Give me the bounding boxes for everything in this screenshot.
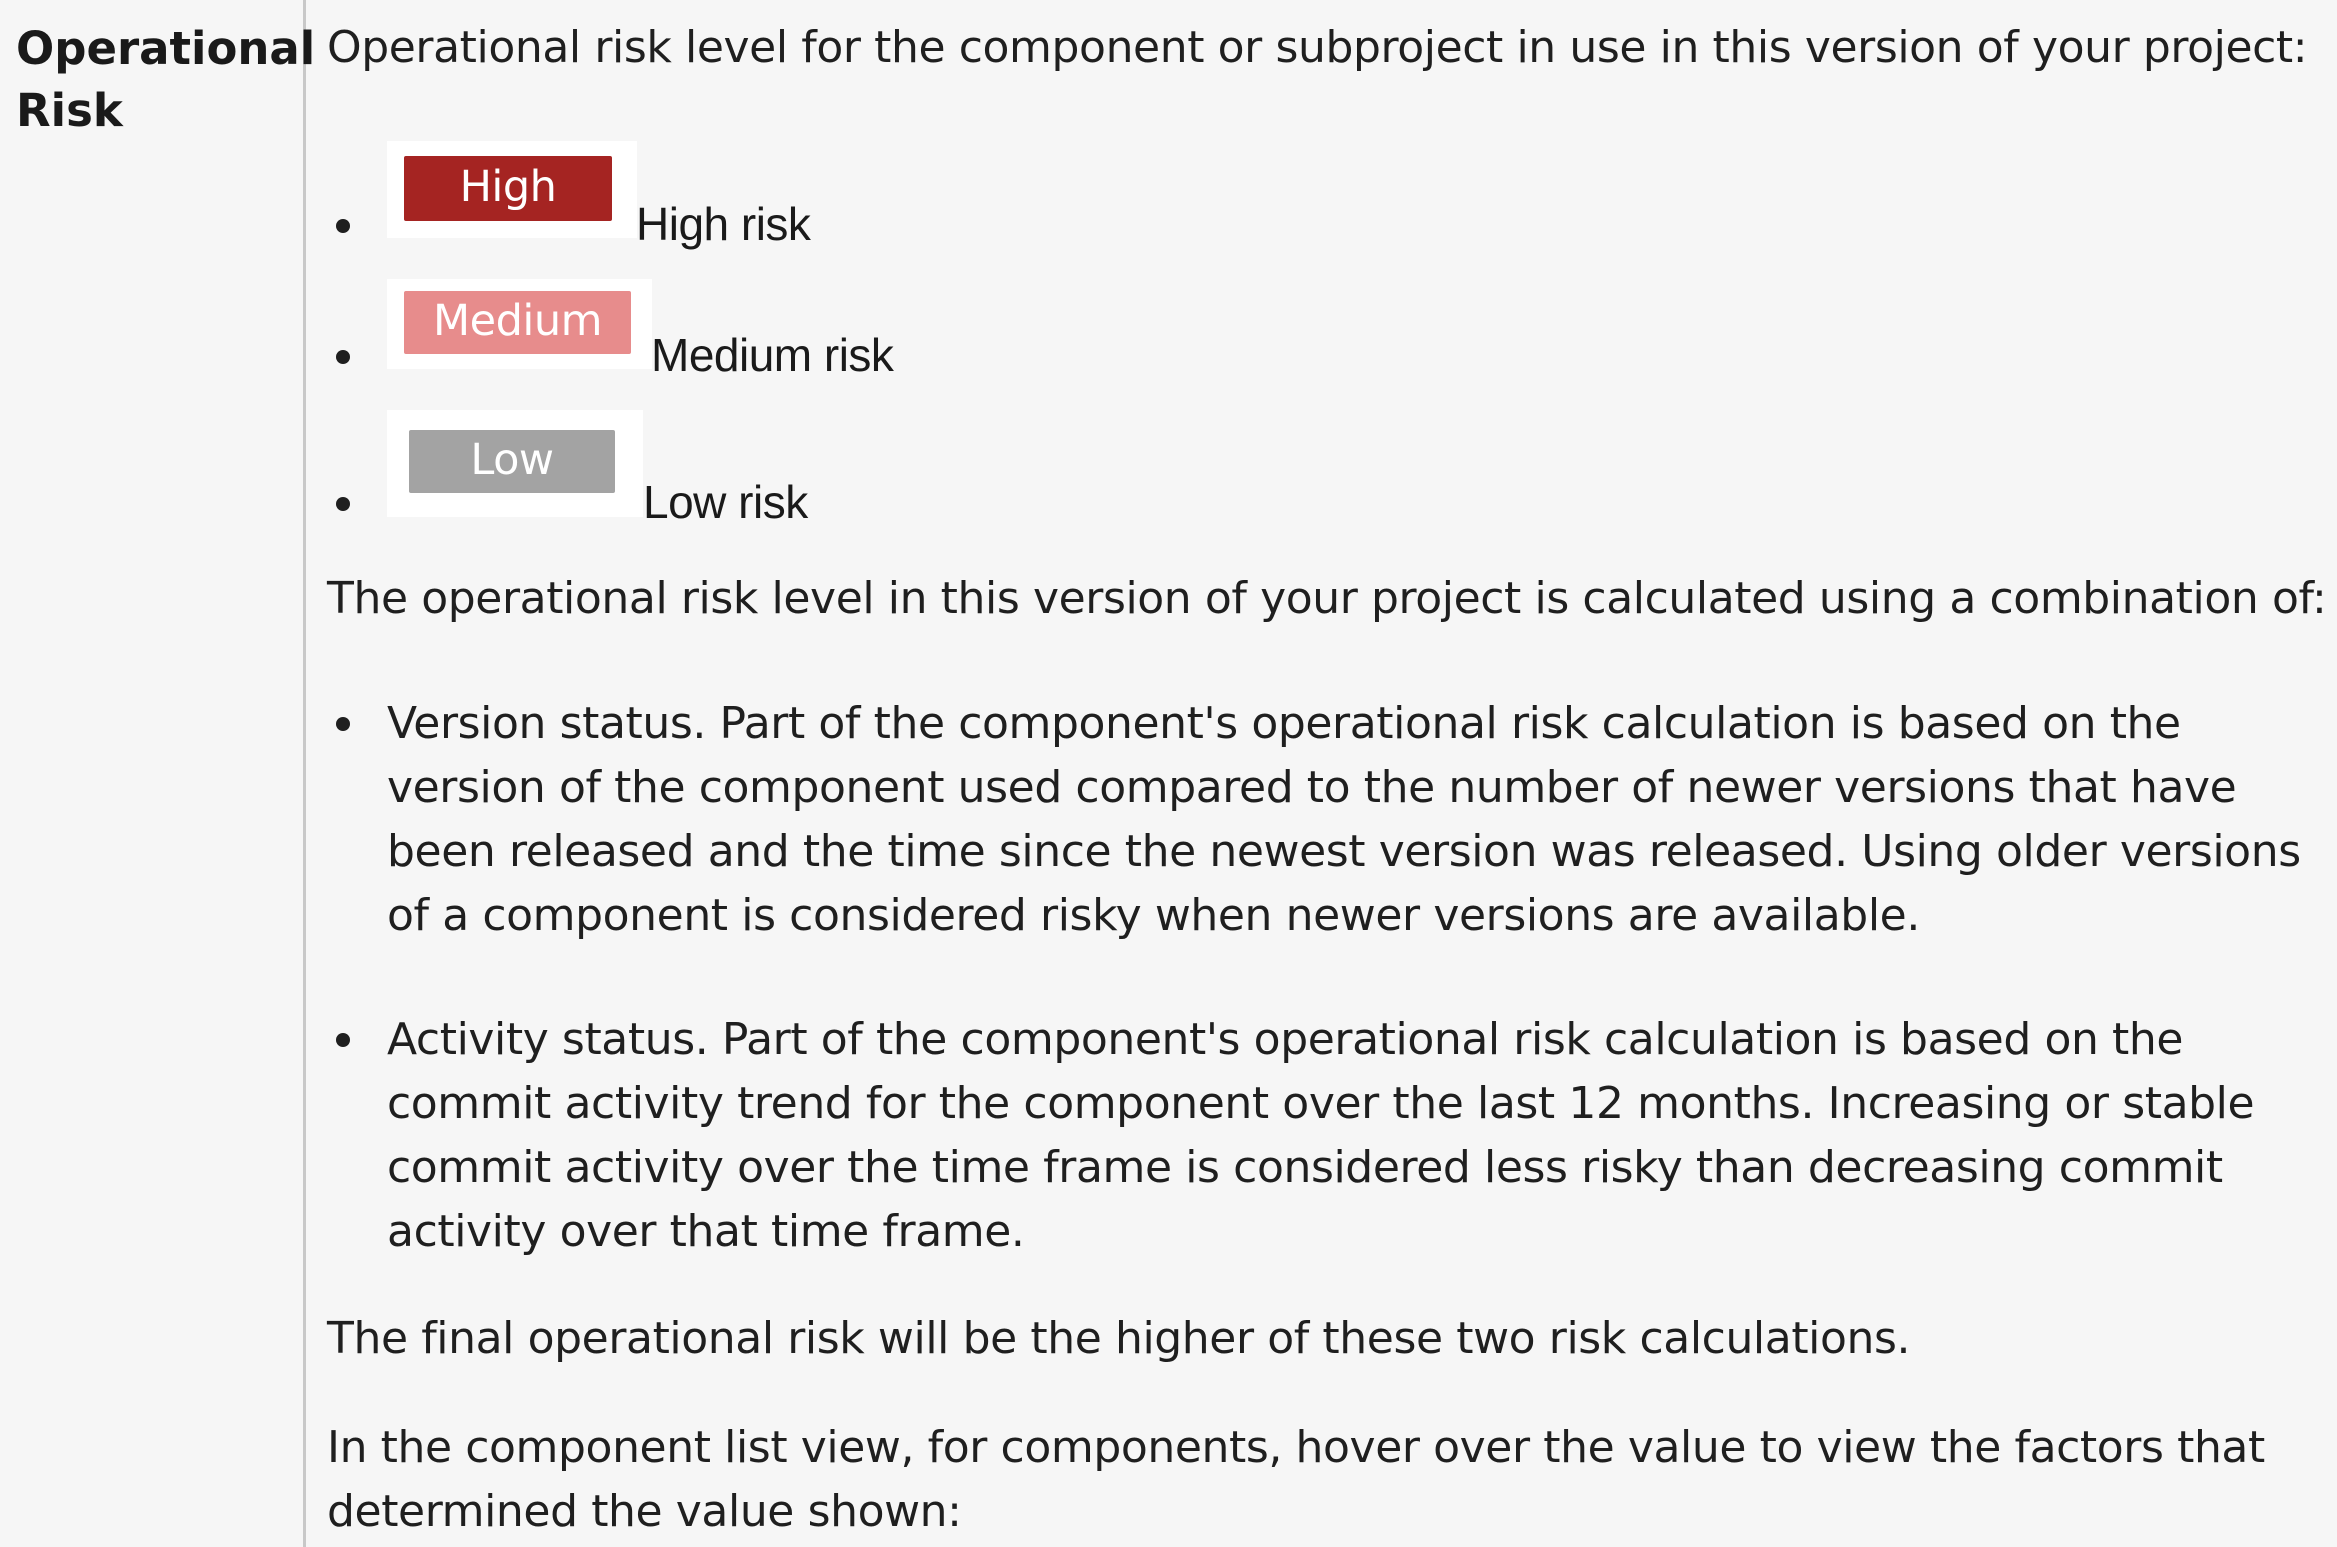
high-risk-label: High risk — [636, 198, 811, 250]
version-status-text: Version status. Part of the component's operational risk calculation is based on the version of the component used compared to the number of newer versions that have been released and the time since the newest version was released. Using older versions of a component is considered risky when newer versions are available. — [387, 698, 2301, 941]
term-heading: Operational Risk — [16, 22, 316, 137]
intro-text: Operational risk level for the component or subproject in use in this version of your project: — [327, 22, 2308, 73]
final-risk-note: The final operational risk will be the higher of these two risk calculations. — [327, 1313, 1911, 1364]
bullet-icon — [336, 717, 350, 731]
low-risk-badge: Low — [409, 430, 615, 493]
low-badge-image — [387, 410, 643, 517]
high-risk-badge: High — [404, 156, 612, 221]
medium-risk-badge: Medium — [404, 291, 631, 354]
bullet-icon — [336, 497, 350, 511]
low-risk-label: Low risk — [643, 476, 808, 528]
bullet-icon — [336, 219, 350, 233]
hover-instruction-text: In the component list view, for components, hover over the value to view the factors that determined the value shown: — [327, 1422, 2265, 1537]
term-cell — [0, 0, 316, 1547]
medium-badge-image — [387, 279, 652, 369]
bullet-icon — [336, 350, 350, 364]
medium-risk-label: Medium risk — [651, 329, 894, 381]
activity-status-text: Activity status. Part of the component's operational risk calculation is based on the commit activity trend for the component over the last 12 months. Increasing or stable commit activity over the time frame is considered less risky than decreasing commit activity over that time frame. — [387, 1014, 2255, 1257]
calculation-intro-text: The operational risk level in this version of your project is calculated using a combination of: — [327, 573, 2327, 624]
high-badge-image — [387, 141, 637, 238]
bullet-icon — [336, 1033, 350, 1047]
